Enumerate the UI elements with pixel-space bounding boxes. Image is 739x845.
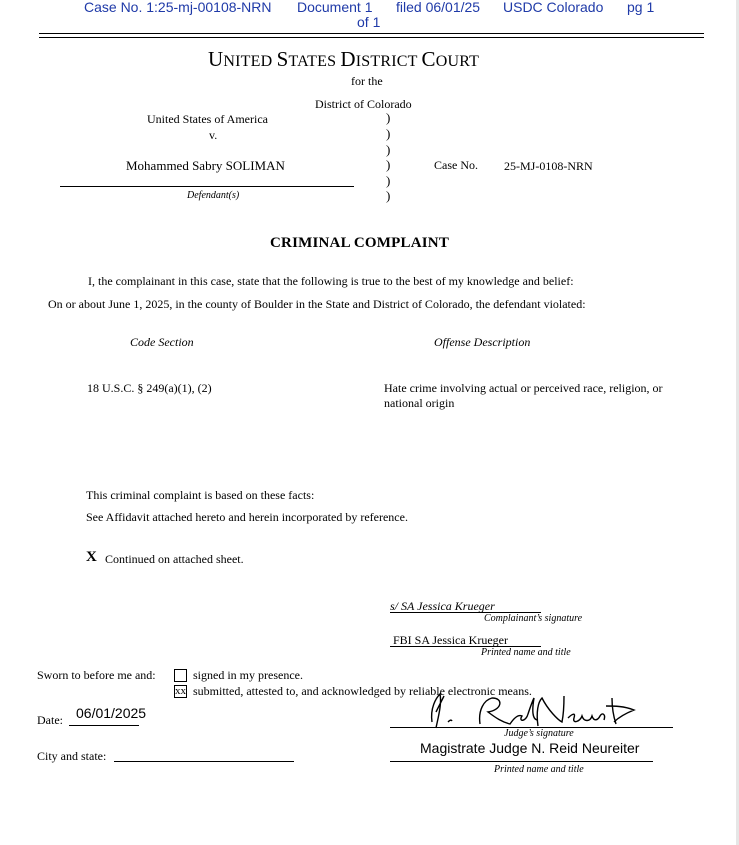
district-name: District of Colorado: [315, 97, 412, 111]
header-page: pg 1: [627, 0, 655, 15]
defendant-name: Mohammed Sabry SOLIMAN: [126, 158, 285, 173]
paren: ): [386, 142, 391, 157]
court-title: [208, 47, 479, 72]
judge-name-label: Printed name and title: [494, 764, 584, 775]
court-title-part: C: [421, 47, 436, 71]
defendant-rule: [60, 186, 354, 187]
case-no-value: 25-MJ-0108-NRN: [504, 159, 593, 173]
paren: ): [386, 157, 391, 172]
judge-signature-scribble: [418, 688, 648, 732]
continued-text: Continued on attached sheet.: [105, 552, 244, 566]
court-title-part: S: [276, 47, 289, 71]
continued-mark: X: [86, 549, 97, 565]
court-title-part: ISTRICT: [355, 53, 422, 70]
versus: v.: [209, 128, 218, 142]
offense-description-header: Offense Description: [434, 335, 531, 349]
judge-signature-label: Judge’s signature: [504, 728, 574, 739]
paren: ): [386, 126, 391, 141]
defendant-label: Defendant(s): [187, 190, 240, 201]
date-label: Date:: [37, 713, 63, 727]
offense-description-1: Hate crime involving actual or perceived race, religion, or: [384, 381, 663, 395]
electronic-means-text: submitted, attested to, and acknowledged by reliable electronic means.: [193, 684, 532, 698]
facts-text: See Affidavit attached hereto and herein incorporated by reference.: [86, 510, 408, 524]
complainant-name: FBI SA Jessica Krueger: [393, 633, 508, 647]
header-court: USDC Colorado: [503, 0, 604, 15]
signed-in-presence-checkbox[interactable]: [174, 669, 187, 682]
offense-description-2: national origin: [384, 396, 455, 410]
court-title-part: TATES: [288, 53, 341, 70]
electronic-means-check-mark: xx: [175, 685, 186, 697]
top-rule-1: [39, 33, 704, 34]
court-title-part: U: [208, 47, 224, 71]
sworn-label: Sworn to before me and:: [37, 668, 156, 682]
judge-name: Magistrate Judge N. Reid Neureiter: [420, 740, 640, 756]
code-section: 18 U.S.C. § 249(a)(1), (2): [87, 381, 212, 395]
court-title-part: NITED: [223, 53, 277, 70]
top-rule-2: [39, 37, 704, 38]
complainant-signature: s/ SA Jessica Krueger: [390, 599, 495, 613]
complainant-name-label: Printed name and title: [481, 647, 571, 658]
city-state-label: City and state:: [37, 749, 107, 763]
city-state-rule: [114, 761, 294, 762]
plaintiff-name: United States of America: [147, 112, 268, 126]
case-no-label: Case No.: [434, 158, 478, 172]
date-rule: [69, 725, 139, 726]
code-section-header: Code Section: [130, 335, 194, 349]
header-page-of: of 1: [357, 14, 381, 30]
paren: ): [386, 110, 391, 125]
court-title-part: D: [340, 47, 356, 71]
complaint-statement: I, the complainant in this case, state that the following is true to the best of my knowledge and belief:: [88, 274, 574, 288]
facts-intro: This criminal complaint is based on these facts:: [86, 488, 315, 502]
header-document: Document 1: [297, 0, 373, 15]
date-value: 06/01/2025: [76, 705, 147, 721]
judge-signature-script: [500, 705, 507, 706]
complaint-violation: On or about June 1, 2025, in the county of Boulder in the State and District of Colorado, the defendant violated:: [48, 297, 586, 311]
for-the: for the: [351, 74, 383, 88]
paren: ): [386, 173, 391, 188]
court-title-part: OURT: [435, 53, 480, 70]
signed-in-presence-text: signed in my presence.: [193, 668, 303, 682]
complaint-title: CRIMINAL COMPLAINT: [270, 235, 450, 251]
judge-name-rule: [390, 761, 653, 762]
paren: ): [386, 188, 391, 203]
header-case-no: Case No. 1:25-mj-00108-NRN: [84, 0, 272, 15]
complainant-signature-label: Complainant’s signature: [484, 613, 583, 624]
header-filed: filed 06/01/25: [396, 0, 481, 15]
